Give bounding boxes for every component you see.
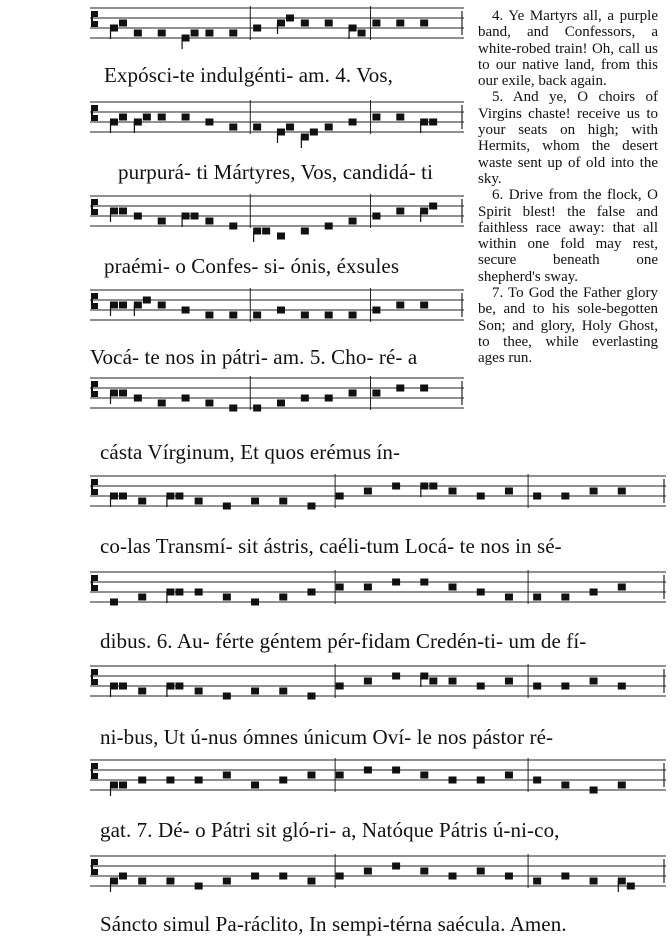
c-clef-icon <box>91 763 98 779</box>
neume-note <box>505 678 513 685</box>
neume-note <box>392 483 400 490</box>
neume-note <box>223 594 231 601</box>
neume-note <box>195 498 203 505</box>
neume-note <box>277 233 285 240</box>
neume-note <box>590 878 598 885</box>
neume-note <box>134 302 142 309</box>
lyric-line: Sáncto simul Pa-ráclito, In sempi-térna saécula. Amen. <box>100 912 567 936</box>
translation-stanza: 4. Ye Martyrs all, a purple band, and Confessors, a white-robed train! Oh, call us to our native land, from this our exile, back again. <box>478 8 658 90</box>
neume-note <box>477 493 485 500</box>
neume-note <box>618 782 626 789</box>
neume-note <box>396 20 404 27</box>
neume-note <box>166 493 174 500</box>
neume-note <box>310 129 318 136</box>
neume-note <box>336 772 344 779</box>
neume-note <box>119 782 127 789</box>
chant-system <box>0 188 470 282</box>
chant-staff <box>0 188 470 248</box>
neume-note <box>138 777 146 784</box>
neume-note <box>561 873 569 880</box>
neume-note <box>396 385 404 392</box>
english-translation <box>478 8 658 367</box>
neume-note <box>336 493 344 500</box>
neume-note <box>205 400 213 407</box>
neume-note <box>358 30 366 37</box>
neume-note <box>364 488 372 495</box>
lyric-line: purpurá- ti Mártyres, Vos, candidá- ti <box>118 160 434 184</box>
neume-note <box>279 777 287 784</box>
neume-note <box>191 30 199 37</box>
neume-note <box>396 114 404 121</box>
neume-note <box>119 114 127 121</box>
neume-note <box>251 873 259 880</box>
neume-note <box>325 124 333 131</box>
neume-note <box>253 25 261 32</box>
neume-note <box>477 589 485 596</box>
neume-note <box>449 584 457 591</box>
chant-staff <box>0 752 672 812</box>
neume-note <box>175 493 183 500</box>
neume-note <box>420 20 428 27</box>
chant-staff <box>0 370 470 430</box>
neume-note <box>182 35 190 42</box>
neume-note <box>477 868 485 875</box>
chant-system <box>0 658 672 754</box>
neume-note <box>301 395 309 402</box>
chant-system <box>0 468 672 564</box>
c-clef-icon <box>91 11 98 27</box>
chant-system <box>0 564 672 658</box>
neume-note <box>175 683 183 690</box>
neume-note <box>143 297 151 304</box>
lyric-line: Expósci-te indulgénti- am. 4. Vos, <box>104 63 394 87</box>
neume-note <box>158 400 166 407</box>
neume-note <box>277 129 285 136</box>
neume-note <box>477 777 485 784</box>
neume-note <box>618 584 626 591</box>
neume-note <box>429 678 437 685</box>
neume-note <box>251 688 259 695</box>
neume-note <box>229 124 237 131</box>
neume-note <box>166 878 174 885</box>
lyric-line: co-las Transmí- sit ástris, caéli-tum Locá- te nos in sé- <box>100 534 562 558</box>
neume-note <box>372 390 380 397</box>
chant-staff <box>0 282 470 342</box>
neume-note <box>396 208 404 215</box>
lyric-line: ni-bus, Ut ú-nus ómnes únicum Oví- le nos pástor ré- <box>100 725 554 749</box>
c-clef-icon <box>91 859 98 875</box>
neume-note <box>372 114 380 121</box>
neume-note <box>392 579 400 586</box>
neume-note <box>110 302 118 309</box>
neume-note <box>364 868 372 875</box>
lyric-line: cásta Vírginum, Et quos erémus ín- <box>100 440 401 464</box>
neume-note <box>349 390 357 397</box>
neume-note <box>392 767 400 774</box>
neume-note <box>420 385 428 392</box>
neume-note <box>223 503 231 510</box>
neume-note <box>336 584 344 591</box>
neume-note <box>349 119 357 126</box>
neume-note <box>325 395 333 402</box>
neume-note <box>119 873 127 880</box>
neume-note <box>158 114 166 121</box>
neume-note <box>420 579 428 586</box>
neume-note <box>251 599 259 606</box>
neume-note <box>372 213 380 220</box>
lyric-line: Vocá- te nos in pátri- am. 5. Cho- ré- a <box>90 345 418 369</box>
chant-staff <box>0 0 470 60</box>
neume-note <box>307 878 315 885</box>
neume-note <box>420 868 428 875</box>
neume-note <box>253 405 261 412</box>
neume-note <box>286 124 294 131</box>
neume-note <box>307 503 315 510</box>
neume-note <box>449 777 457 784</box>
neume-note <box>205 312 213 319</box>
neume-note <box>158 218 166 225</box>
neume-note <box>533 594 541 601</box>
chant-system <box>0 0 470 94</box>
neume-note <box>307 693 315 700</box>
neume-note <box>561 683 569 690</box>
chant-staff <box>0 658 672 718</box>
neume-note <box>277 20 285 27</box>
neume-note <box>420 119 428 126</box>
neume-note <box>420 483 428 490</box>
neume-note <box>505 873 513 880</box>
chant-system <box>0 848 672 948</box>
neume-note <box>392 673 400 680</box>
neume-note <box>420 673 428 680</box>
neume-note <box>134 30 142 37</box>
neume-note <box>166 777 174 784</box>
neume-note <box>372 307 380 314</box>
translation-stanza: 7. To God the Father glory be, and to his sole-begotten Son; and glory, Holy Ghost, to thee, while everlasting ages run. <box>478 285 658 367</box>
neume-note <box>286 15 294 22</box>
neume-note <box>429 483 437 490</box>
neume-note <box>195 589 203 596</box>
neume-note <box>195 688 203 695</box>
c-clef-icon <box>91 479 98 495</box>
neume-note <box>166 683 174 690</box>
neume-note <box>505 488 513 495</box>
c-clef-icon <box>91 199 98 215</box>
neume-note <box>336 683 344 690</box>
neume-note <box>223 693 231 700</box>
neume-note <box>590 678 598 685</box>
neume-note <box>279 873 287 880</box>
neume-note <box>364 678 372 685</box>
neume-note <box>134 213 142 220</box>
neume-note <box>533 878 541 885</box>
neume-note <box>175 589 183 596</box>
neume-note <box>205 30 213 37</box>
neume-note <box>229 223 237 230</box>
c-clef-icon <box>91 381 98 397</box>
neume-note <box>561 493 569 500</box>
chant-staff <box>0 94 470 154</box>
lyric-line: gat. 7. Dé- o Pátri sit gló-ri- a, Natóque Pátris ú-ni-co, <box>100 818 560 842</box>
neume-note <box>533 493 541 500</box>
neume-note <box>301 134 309 141</box>
neume-note <box>223 878 231 885</box>
neume-note <box>166 589 174 596</box>
neume-note <box>119 390 127 397</box>
neume-note <box>138 688 146 695</box>
neume-note <box>505 594 513 601</box>
chant-system <box>0 370 470 470</box>
neume-note <box>392 863 400 870</box>
neume-note <box>110 878 118 885</box>
neume-note <box>277 307 285 314</box>
neume-note <box>364 767 372 774</box>
c-clef-icon <box>91 575 98 591</box>
neume-note <box>119 208 127 215</box>
chant-staff <box>0 468 672 528</box>
neume-note <box>590 787 598 794</box>
neume-note <box>618 878 626 885</box>
neume-note <box>138 594 146 601</box>
neume-note <box>429 203 437 210</box>
neume-note <box>364 584 372 591</box>
c-clef-icon <box>91 669 98 685</box>
neume-note <box>253 312 261 319</box>
neume-note <box>301 228 309 235</box>
neume-note <box>349 218 357 225</box>
neume-note <box>119 302 127 309</box>
neume-note <box>110 493 118 500</box>
lyric-line: dibus. 6. Au- férte géntem pér-fidam Credén-ti- um de fí- <box>100 629 587 653</box>
neume-note <box>110 25 118 32</box>
neume-note <box>195 883 203 890</box>
neume-note <box>325 312 333 319</box>
neume-note <box>205 218 213 225</box>
translation-stanza: 5. And ye, O choirs of Virgins chaste! receive us to your seats on high; with Hermits, whom the desert waste sent up of old into the sky. <box>478 89 658 187</box>
neume-note <box>561 594 569 601</box>
neume-note <box>251 782 259 789</box>
neume-note <box>205 119 213 126</box>
neume-note <box>119 493 127 500</box>
neume-note <box>279 498 287 505</box>
neume-note <box>229 405 237 412</box>
c-clef-icon <box>91 293 98 309</box>
neume-note <box>477 683 485 690</box>
neume-note <box>349 25 357 32</box>
neume-note <box>110 208 118 215</box>
c-clef-icon <box>91 105 98 121</box>
neume-note <box>110 782 118 789</box>
neume-note <box>138 878 146 885</box>
lyric-line: praémi- o Confes- si- ónis, éxsules <box>104 254 400 278</box>
neume-note <box>449 873 457 880</box>
neume-note <box>279 688 287 695</box>
neume-note <box>158 30 166 37</box>
neume-note <box>253 228 261 235</box>
neume-note <box>449 488 457 495</box>
neume-note <box>119 683 127 690</box>
neume-note <box>429 119 437 126</box>
neume-note <box>251 498 259 505</box>
neume-note <box>533 777 541 784</box>
neume-note <box>420 302 428 309</box>
neume-note <box>143 114 151 121</box>
neume-note <box>134 395 142 402</box>
chant-system <box>0 94 470 188</box>
neume-note <box>505 772 513 779</box>
neume-note <box>277 400 285 407</box>
neume-note <box>110 599 118 606</box>
neume-note <box>618 683 626 690</box>
neume-note <box>110 683 118 690</box>
neume-note <box>372 20 380 27</box>
neume-note <box>590 589 598 596</box>
neume-note <box>590 488 598 495</box>
neume-note <box>301 20 309 27</box>
neume-note <box>158 302 166 309</box>
neume-note <box>195 777 203 784</box>
chant-staff <box>0 564 672 624</box>
neume-note <box>325 20 333 27</box>
neume-note <box>191 213 199 220</box>
neume-note <box>253 124 261 131</box>
chant-system <box>0 282 470 376</box>
translation-stanza: 6. Drive from the flock, O Spirit blest! the false and faithless race away: that all within one fold may rest, secure beneath one shepherd's sway. <box>478 187 658 285</box>
neume-note <box>279 594 287 601</box>
neume-note <box>229 30 237 37</box>
neume-note <box>325 223 333 230</box>
neume-note <box>627 883 635 890</box>
chant-system <box>0 752 672 848</box>
neume-note <box>134 119 142 126</box>
neume-note <box>561 782 569 789</box>
neume-note <box>307 589 315 596</box>
neume-note <box>618 488 626 495</box>
neume-note <box>533 683 541 690</box>
neume-note <box>182 114 190 121</box>
neume-note <box>182 307 190 314</box>
neume-note <box>420 208 428 215</box>
neume-note <box>182 395 190 402</box>
neume-note <box>110 119 118 126</box>
neume-note <box>420 772 428 779</box>
neume-note <box>229 312 237 319</box>
neume-note <box>262 228 270 235</box>
neume-note <box>301 312 309 319</box>
neume-note <box>110 390 118 397</box>
neume-note <box>336 873 344 880</box>
neume-note <box>396 302 404 309</box>
neume-note <box>138 498 146 505</box>
neume-note <box>223 772 231 779</box>
neume-note <box>307 772 315 779</box>
neume-note <box>119 20 127 27</box>
neume-note <box>349 312 357 319</box>
chant-staff <box>0 848 672 908</box>
neume-note <box>182 213 190 220</box>
neume-note <box>449 678 457 685</box>
